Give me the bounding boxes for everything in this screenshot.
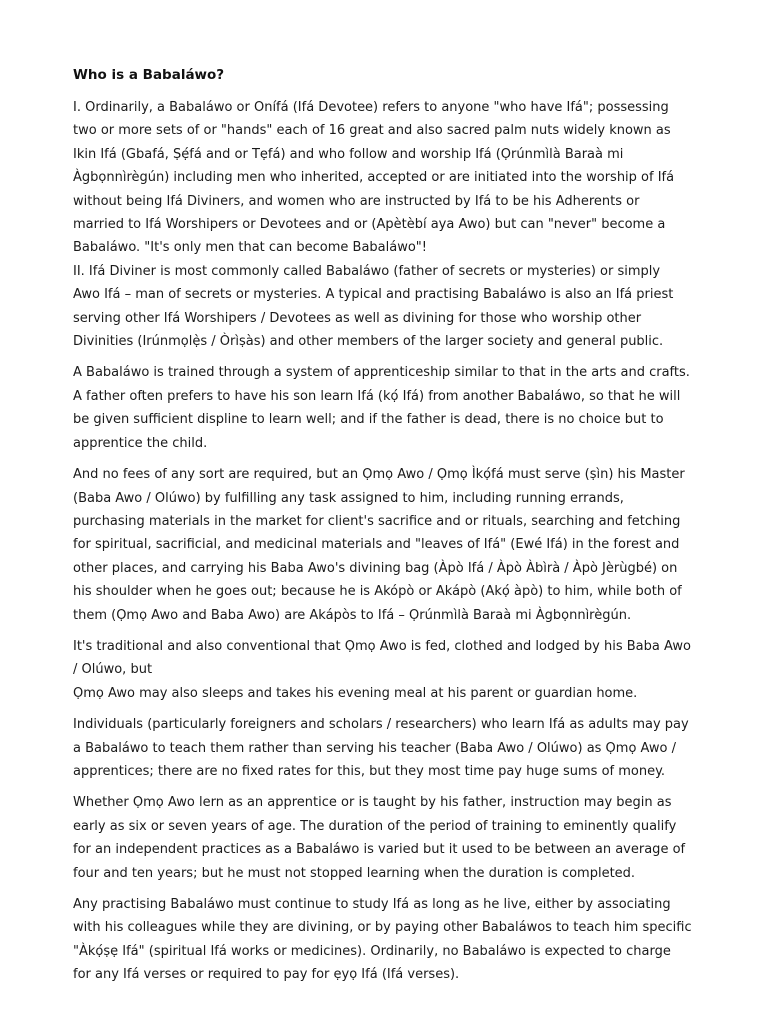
text-line: Ọmọ Awo may also sleeps and takes his evening meal at his parent or guardian home. (73, 685, 638, 701)
text-line: Àgbọnnìrègún) including men who inherited, accepted or are initiated into the worship of Ifá (73, 170, 675, 186)
text-line: serving other Ifá Worshipers / Devotees as well as divining for those who worship other (73, 310, 642, 326)
text-line: I. Ordinarily, a Babaláwo or Onífá (Ifá Devotee) refers to anyone "who have Ifá"; possessing (73, 100, 669, 115)
paragraph-1 (73, 96, 698, 260)
text-line: Awo Ifá – man of secrets or mysteries. A typical and practising Babaláwo is also an Ifá priest (73, 287, 674, 303)
text-line: four and ten years; but he must not stopped learning when the duration is completed. (73, 865, 636, 881)
text-line: A Babaláwo is trained through a system of apprenticeship similar to that in the arts and crafts. (73, 365, 690, 381)
paragraph-8 (73, 893, 698, 987)
text-line: Any practising Babaláwo must continue to study Ifá as long as he live, either by associating (73, 897, 671, 912)
text-line: II. Ifá Diviner is most commonly called Babaláwo (father of secrets or mysteries) or simply (73, 263, 661, 279)
paragraph-3 (73, 361, 698, 455)
text-line: a Babaláwo to teach them rather than serving his teacher (Baba Awo / Olúwo) as Ọmọ Awo / (73, 740, 677, 756)
text-line: Babaláwo. "It's only men that can become Babaláwo"! (73, 240, 427, 256)
document-title: Who is a Babaláwo? (73, 67, 225, 83)
text-line: without being Ifá Diviners, and women who are instructed by Ifá to be his Adherents or (73, 193, 640, 209)
text-line: Divinities (Irúnmọlẹ̀s / Òrìṣàs) and other members of the larger society and general public. (73, 334, 664, 350)
text-line: for any Ifá verses or required to pay for ẹyọ Ifá (Ifá verses). (73, 967, 460, 983)
text-line: It's traditional and also conventional that Ọmọ Awo is fed, clothed and lodged by his Baba Awo (73, 638, 691, 654)
text-line: Whether Ọmọ Awo lern as an apprentice or is taught by his father, instruction may begin as (73, 795, 672, 811)
paragraph-5 (73, 635, 698, 705)
text-line: And no fees of any sort are required, but an Ọmọ Awo / Ọmọ Ìkọ́fá must serve (ṣìn) his Master (73, 467, 685, 483)
paragraph-4 (73, 463, 698, 627)
text-line: (Baba Awo / Olúwo) by fulfilling any task assigned to him, including running errands, (73, 490, 624, 506)
text-line: Ikin Ifá (Gbafá, Ṣẹ́fá and or Tẹfá) and who follow and worship Ifá (Ọrúnmìlà Baraà mi (73, 146, 624, 162)
text-line: them (Ọmọ Awo and Baba Awo) are Akápòs to Ifá – Ọrúnmìlà Baraà mi Àgbọnnìrègún. (73, 607, 632, 623)
text-line: other places, and carrying his Baba Awo's divining bag (Àpò Ifá / Àpò Àbìrà / Àpò Jèrùgbé) on (73, 560, 678, 576)
paragraph-7 (73, 791, 698, 885)
text-line: apprentice the child. (73, 435, 208, 451)
text-line: purchasing materials in the market for client's sacrifice and or rituals, searching and fetching (73, 513, 681, 529)
paragraph-6 (73, 713, 698, 783)
text-line: apprentices; there are no fixed rates for this, but they most time pay huge sums of money. (73, 763, 666, 779)
text-line: A father often prefers to have his son learn Ifá (kọ́ Ifá) from another Babaláwo, so that he will (73, 388, 681, 404)
document-body (73, 64, 698, 995)
text-line: with his colleagues while they are divining, or by paying other Babaláwos to teach him specific (73, 920, 692, 936)
text-line: married to Ifá Worshipers or Devotees and or (Apètèbí aya Awo) but can "never" become a (73, 217, 666, 233)
text-line: for an independent practices as a Babaláwo is varied but it used to be between an average of (73, 842, 686, 858)
text-line: two or more sets of or "hands" each of 16 great and also sacred palm nuts widely known as (73, 123, 671, 139)
paragraph-2 (73, 260, 698, 354)
text-line: early as six or seven years of age. The duration of the period of training to eminently qualify (73, 818, 677, 834)
text-line: Individuals (particularly foreigners and scholars / researchers) who learn Ifá as adults may pay (73, 717, 689, 733)
text-line: be given sufficient displine to learn well; and if the father is dead, there is no choice but to (73, 412, 664, 428)
text-line: for spiritual, sacrificial, and medicinal materials and "leaves of Ifá" (Ewé Ifá) in the forest and (73, 537, 680, 553)
text-line: "Àkọ́ṣẹ Ifá" (spiritual Ifá works or medicines). Ordinarily, no Babaláwo is expected to charge (73, 943, 671, 959)
text-line: / Olúwo, but (73, 662, 153, 678)
text-line: his shoulder when he goes out; because he is Akópò or Akápò (Akọ́ àpò) to him, while both of (73, 584, 682, 600)
